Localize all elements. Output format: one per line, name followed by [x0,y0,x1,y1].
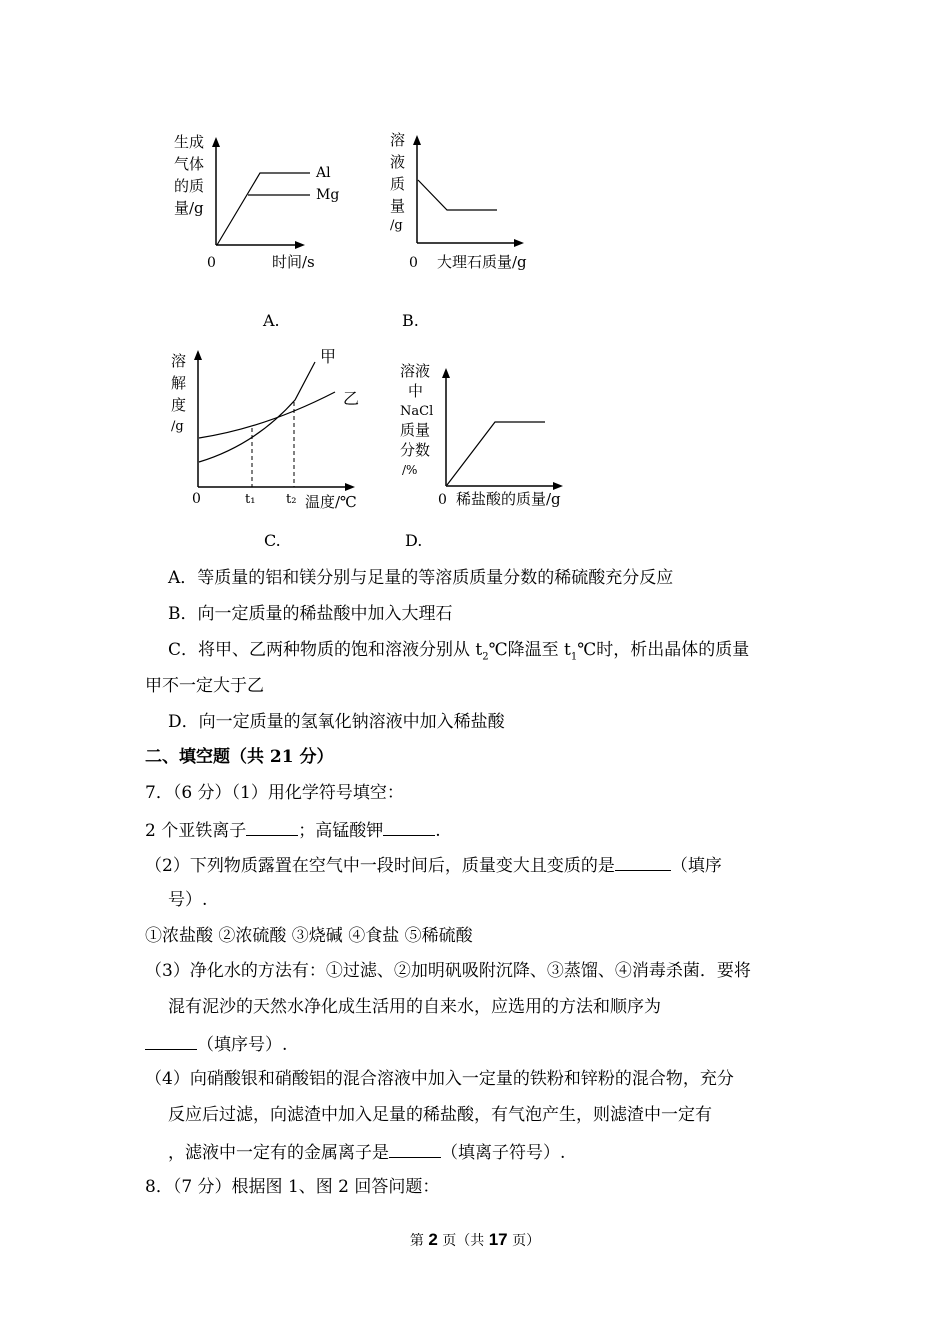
graph-b-xlabel: 大理石质量/g [437,253,527,271]
svg-text:质量: 质量 [400,421,431,439]
graph-b [385,125,555,275]
graph-d-ylabel [400,362,433,477]
svg-text:度: 度 [171,396,187,414]
q7-p4: （4）向硝酸银和硝酸铝的混合溶液中加入一定量的铁粉和锌粉的混合物，充分 [145,1069,734,1089]
option-c: C．将甲、乙两种物质的饱和溶液分别从 $t_2℃$降温至 $t_1℃$时，析出晶体的质量 [168,640,750,663]
graph-c-origin: 0 [192,491,201,507]
svg-text:/%: /% [402,463,418,477]
answer-blank[interactable] [615,852,671,871]
graph-a-label-mg: Mg [316,187,340,203]
graph-c [165,340,365,515]
q7-p3-answer: （填序号）. [145,1031,287,1057]
svg-text:溶: 溶 [171,352,187,370]
svg-text:中: 中 [408,382,424,400]
page-total: 17 [488,1230,508,1249]
q7-head: 7．（6 分）（1）用化学符号填空： [145,783,404,803]
q7-p4-cont: 反应后过滤，向滤渣中加入足量的稀盐酸，有气泡产生，则滤渣中一定有 [168,1105,712,1125]
graph-b-ylabel [390,131,405,233]
svg-text:/g: /g [171,419,184,434]
svg-text:液: 液 [390,153,406,171]
section-title: 二、填空题（共 21 分） [145,747,334,767]
option-a: A．等质量的铝和镁分别与足量的等溶质质量分数的稀硫酸充分反应 [168,568,674,588]
graph-c-curve-yi [199,392,335,438]
q8-head: 8．（7 分）根据图 1、图 2 回答问题： [145,1177,440,1197]
graph-b-line [418,180,497,210]
svg-text:溶液: 溶液 [400,362,431,380]
graph-c-label-jia: 甲 [320,347,337,366]
graph-c-xlabel: 温度/℃ [305,493,357,511]
graph-a-origin: 0 [207,255,216,271]
graph-d [398,358,578,518]
graph-c-label-yi: 乙 [343,389,360,408]
q7-p3-cont: 混有泥沙的天然水净化成生活用的自来水，应选用的方法和顺序为 [168,997,661,1017]
graph-d-line [447,422,545,485]
answer-blank[interactable] [383,817,435,836]
svg-text:NaCl: NaCl [400,404,434,419]
q7-p3: （3）净化水的方法有：①过滤、②加明矾吸附沉降、③蒸馏、④消毒杀菌．要将 [145,961,751,981]
answer-blank[interactable] [389,1139,441,1158]
graph-a-caption: A. [263,311,280,330]
graph-d-caption: D. [405,531,423,550]
graph-a-label-al: Al [316,165,331,181]
q7-choices: ①浓盐酸 ②浓硫酸 ③烧碱 ④食盐 ⑤稀硫酸 [145,926,473,946]
answer-blank[interactable] [246,817,298,836]
graph-b-caption: B. [402,311,419,330]
svg-text:生成: 生成 [174,133,205,151]
svg-text:解: 解 [171,374,187,392]
graph-a-ylabel [174,133,204,217]
svg-text:的质: 的质 [174,177,205,195]
svg-text:溶: 溶 [390,131,406,149]
svg-text:/g: /g [390,218,403,233]
option-c-cont: 甲不一定大于乙 [145,676,264,696]
graph-d-origin: 0 [438,492,447,508]
svg-text:量: 量 [390,197,406,215]
svg-text:分数: 分数 [400,441,431,459]
graph-a-line-al [217,173,310,245]
answer-blank[interactable] [145,1031,197,1050]
svg-text:气体: 气体 [174,155,205,173]
graph-b-origin: 0 [409,255,418,271]
graph-c-caption: C. [264,531,281,550]
q7-line1: 2 个亚铁离子 ；高锰酸钾 . [145,817,441,843]
option-b: B．向一定质量的稀盐酸中加入大理石 [168,604,453,624]
q7-p2-cont: 号）. [168,890,208,910]
page-number: 2 [428,1230,438,1249]
q7-p4-answer: ，滤液中一定有的金属离子是 （填离子符号）. [168,1139,565,1165]
graph-d-xlabel: 稀盐酸的质量/g [456,490,561,508]
graph-c-curve-jia [199,362,315,462]
q7-p2: （2）下列物质露置在空气中一段时间后，质量变大且变质的是 （填序 [145,852,722,878]
svg-text:质: 质 [390,175,406,193]
graph-a-xlabel: 时间/s [272,253,315,271]
svg-text:量/g: 量/g [174,199,204,217]
graph-c-tick-t2: t₂ [286,492,297,507]
option-d: D．向一定质量的氢氧化钠溶液中加入稀盐酸 [168,712,505,732]
graph-c-ylabel [171,352,186,434]
graph-c-tick-t1: t₁ [245,492,256,507]
graph-a [160,125,340,275]
page-footer: 第 2 页（共 17 页） [409,1230,541,1249]
